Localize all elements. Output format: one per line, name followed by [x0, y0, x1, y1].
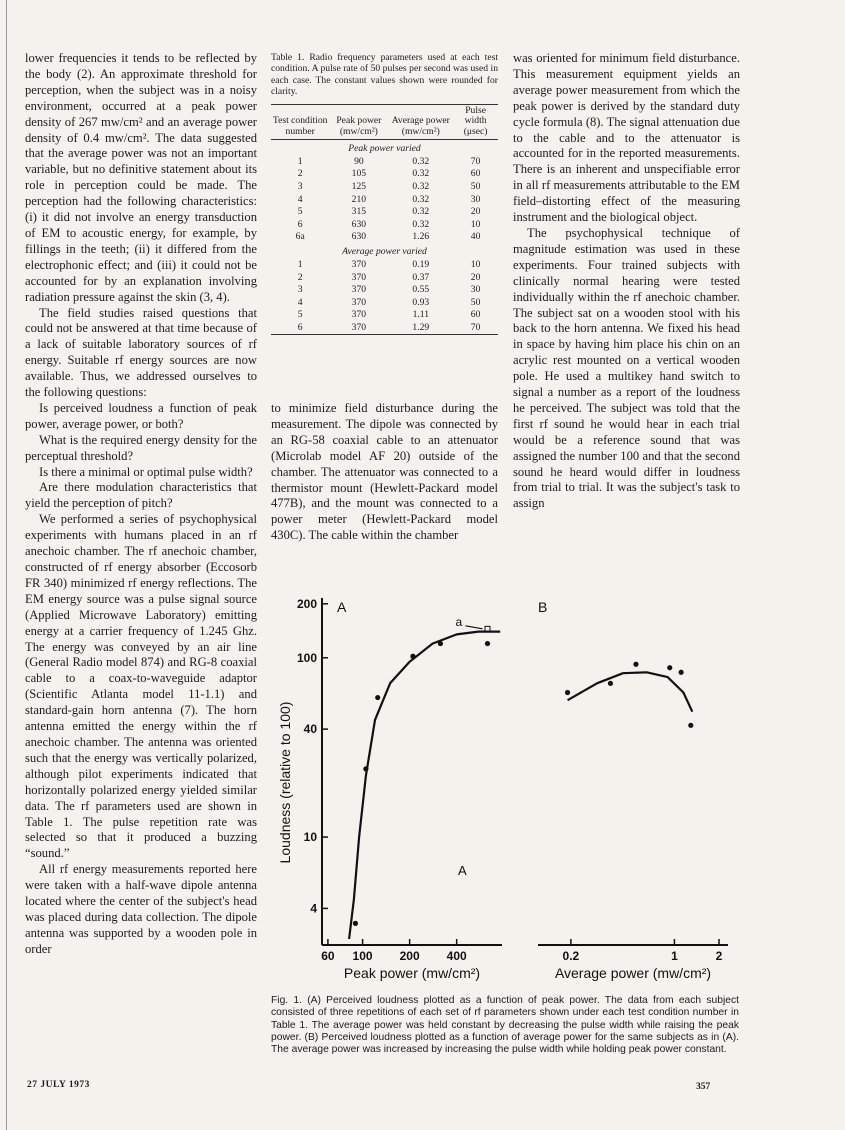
- data-point-b: [608, 681, 613, 686]
- table-row: [271, 321, 498, 334]
- footer-date: 27 JULY 1973: [27, 1080, 90, 1090]
- table-cell: 4: [297, 193, 303, 205]
- table-cell: 125: [351, 180, 367, 192]
- table-cell: 370: [351, 271, 367, 283]
- table-cell: 50: [470, 296, 481, 308]
- table-row: [271, 180, 498, 193]
- table-row: [271, 193, 498, 206]
- table-header: Test condition number: [271, 104, 329, 140]
- x-tick-label: 200: [399, 949, 420, 963]
- table-section-title: Average power varied: [342, 246, 427, 258]
- table-row: [271, 284, 498, 297]
- table-cell: 370: [329, 321, 388, 334]
- table-cell: 105: [351, 168, 367, 180]
- table-cell: 1: [297, 155, 303, 167]
- data-point-a: [485, 641, 490, 646]
- panel-label-b: B: [538, 599, 548, 615]
- table-cell: 0.93: [412, 296, 430, 308]
- table-caption: Table 1. Radio frequency parameters used at each test condition. A pulse rate of 50 pulses per second was used in each case. The constant values shown were rounded for clarity.: [271, 52, 498, 98]
- table-cell: 60: [470, 309, 481, 321]
- table-row: [271, 206, 498, 219]
- table-cell: 630: [351, 218, 367, 230]
- table-cell: 2: [297, 168, 303, 180]
- data-point-b: [679, 670, 684, 675]
- col1-paragraph-1: lower frequencies it tends to be reflected by the body (2). An approximate threshold for perception, when the subject was in a noisy environment, occurred at a peak power density of 267 mw/cm² and an average power density of 0.4 mw/cm². The data suggested that the average power was not an important variable, but no definitive statement about its role in perception could be made. The perception had the following characteristics: (i) it did not involve an energy transduction of EM to acoustic energy, for example, by fillings in the teeth; (ii) it differed from the electrophonic effect; and (iii) it could not be accounted for by an explanation involving radiation pressure against the skin (3, 4).: [25, 51, 257, 304]
- table-cell: 0.32: [412, 168, 430, 180]
- table-body: [271, 140, 498, 335]
- table-cell: 6: [271, 321, 329, 334]
- table-cell: 5: [297, 309, 303, 321]
- data-point-b: [688, 723, 693, 728]
- text-column-1: [25, 51, 257, 958]
- question-1: Is perceived loudness a function of peak power, average power, or both?: [25, 400, 257, 431]
- table-cell: 0.19: [412, 258, 430, 270]
- y-tick-label: 40: [303, 722, 317, 737]
- table-section-row: [271, 140, 498, 156]
- col1-paragraph-2: The field studies raised questions that could not be answered at that time because of a lack of suitable laboratory sources of rf energy. Suitable rf energy sources are now available. Thus, we addressed ourselves to the following questions:: [25, 305, 257, 400]
- table-cell: 3: [297, 284, 303, 296]
- table-row: [271, 296, 498, 309]
- y-tick-label: 100: [296, 650, 317, 665]
- table-cell: 10: [470, 258, 481, 270]
- page-edge-rule: [6, 0, 7, 1130]
- table-cell: 0.55: [412, 284, 430, 296]
- col1-paragraph-methods: We performed a series of psychophysical experiments with humans placed in an rf anechoic chamber. The rf anechoic chamber, constructed of rf energy absorber (Eccosorb FR 340) minimized rf energy reflections. The EM energy source was a pulse signal source (Applied Microwave Laboratory) emitting energy at a carrier frequency of 1.245 Ghz. The energy was conveyed by an air line (General Radio model 874) and RG-8 coaxial cable to a coax-to-waveguide adaptor (Scientific Atlanta model 11-1.1) and standard-gain horn antenna (7). The horn antenna emitted the energy within the rf anechoic chamber. The antenna was oriented such that the energy was vertically polarized, although pilot experiments indicated that horizontally polarized energy yielded similar data. The rf parameters used are shown in Table 1. The pulse repetition rate was selected so that it produced a buzzing “sound.”: [25, 512, 257, 861]
- text-column-3: [513, 51, 740, 512]
- panel-label-a: A: [337, 599, 347, 615]
- table-cell: 370: [351, 296, 367, 308]
- table-cell: 1.29: [388, 321, 453, 334]
- x-axis-label-a: Peak power (mw/cm²): [343, 965, 481, 981]
- table-header: Average power (mw/cm²): [388, 104, 453, 140]
- fit-curve-a: [349, 632, 500, 939]
- table-cell: 1: [297, 258, 303, 270]
- table-cell: 370: [351, 309, 367, 321]
- y-tick-label: 10: [303, 830, 317, 845]
- question-2: What is the required energy density for the perceptual threshold?: [25, 432, 257, 463]
- table-section-title: Peak power varied: [348, 143, 421, 155]
- fit-curve-b: [568, 672, 693, 711]
- table-section-row: [271, 243, 498, 258]
- x-tick-label: 0.2: [562, 949, 580, 963]
- col2-paragraph: to minimize field disturbance during the measurement. The dipole was connected by an RG-58 coaxial cable to an attenuator (Microlab model AF 20) outside of the chamber. The attenuator was connected to a thermistor mount (Hewlett-Packard model 477B), and the mount was connected to a power meter (Hewlett-Packard model 430C). The cable within the chamber: [271, 401, 498, 543]
- x-tick-label: 400: [446, 949, 467, 963]
- data-point-a: [353, 921, 358, 926]
- table-row: [271, 309, 498, 322]
- question-4: Are there modulation characteristics that yield the perception of pitch?: [25, 480, 257, 511]
- table-row: [271, 168, 498, 181]
- x-tick-label: 2: [715, 949, 723, 963]
- table-row: [271, 155, 498, 168]
- table-cell: 20: [470, 206, 481, 218]
- col1-paragraph-measurements: All rf energy measurements reported here were taken with a half-wave dipole antenna located where the center of the subject's head was placed during data collection. The dipole antenna was supported by a wooden pole in order: [25, 862, 257, 956]
- table-cell: 3: [297, 180, 303, 192]
- inset-label-a: A: [458, 863, 467, 878]
- table-cell: 60: [470, 168, 481, 180]
- question-3: Is there a minimal or optimal pulse width?: [39, 464, 253, 479]
- table-header: Peak power (mw/cm²): [329, 104, 388, 140]
- table-cell: 370: [351, 284, 367, 296]
- data-point-a: [438, 641, 443, 646]
- col3-paragraph-2: The psychophysical technique of magnitude estimation was used in these experiments. Four trained subjects with clinically normal hearing were tested individually within the rf anechoic chamber. The subject sat on a wooden stool with his back to the horn antenna. We fixed his head in space by having him place his chin on an acrylic rest mounted on a vertical wooden pole. He used a multikey hand switch to signal a number as a report of the loudness he perceived. The subject was told that the first rf sound he would hear in each trial would be a reference sound that was assigned the number 100 and that the second sound he heard would differ in loudness from trial to trial. It was the subject's task to assign: [513, 225, 740, 511]
- table-cell: 6: [297, 218, 303, 230]
- table-1: [271, 52, 498, 335]
- table-header: Pulse width (μsec): [453, 104, 498, 140]
- table-cell: 0.32: [412, 180, 430, 192]
- table-row: [271, 271, 498, 284]
- table-row: [271, 218, 498, 231]
- table-cell: 30: [470, 193, 481, 205]
- table-cell: 6a: [295, 231, 305, 243]
- table-cell: 50: [470, 180, 481, 192]
- table-cell: 10: [470, 218, 481, 230]
- table-cell: 0.32: [412, 218, 430, 230]
- y-tick-label: 4: [310, 901, 317, 916]
- data-point-a: [375, 695, 380, 700]
- open-point-label: a: [455, 614, 463, 629]
- loudness-charts: [270, 590, 750, 990]
- table-cell: 70: [470, 155, 481, 167]
- table-cell: 315: [351, 206, 367, 218]
- col3-paragraph-1: was oriented for minimum field disturbance. This measurement equipment yields an average power measurement from which the peak power is derived by the standard duty cycle formula (8). The signal attenuation due to the cable and to the attenuator is accounted for in the reported measurements. There is an inherent and unspecifiable error in all rf measurements attributable to the EM field–distorting effect of the measuring instrument and the biological object.: [513, 51, 740, 225]
- table-cell: 210: [351, 193, 367, 205]
- figure-caption: Fig. 1. (A) Perceived loudness plotted as a function of peak power. The data from each subject consisted of three repetitions of each set of rf parameters shown under each test condition number in Table 1. The average power was held constant by decreasing the pulse width while raising the peak power. (B) Perceived loudness plotted as a function of average power for the same subjects as in (A). The average power was increased by increasing the pulse width while holding peak power constant.: [271, 995, 739, 1056]
- table-cell: 0.37: [412, 271, 430, 283]
- table-cell: 0.32: [412, 155, 430, 167]
- table-cell: 1.11: [412, 309, 429, 321]
- table-cell: 370: [351, 258, 367, 270]
- page-number: 357: [696, 1082, 711, 1092]
- x-tick-label: 60: [321, 949, 335, 963]
- table-cell: 1.26: [412, 231, 430, 243]
- x-axis-label-b: Average power (mw/cm²): [554, 965, 712, 981]
- data-point-b: [565, 690, 570, 695]
- table-cell: 4: [297, 296, 303, 308]
- open-point-leader: [466, 626, 483, 629]
- y-axis-label: Loudness (relative to 100): [277, 701, 293, 864]
- figure-1: [270, 590, 750, 990]
- data-point-a: [363, 766, 368, 771]
- table-row: [271, 231, 498, 244]
- table-cell: 30: [470, 284, 481, 296]
- rf-parameters-table: [271, 104, 498, 335]
- x-tick-label: 100: [352, 949, 373, 963]
- table-cell: 40: [470, 231, 481, 243]
- data-point-a: [410, 654, 415, 659]
- data-point-b: [667, 665, 672, 670]
- table-cell: 20: [470, 271, 481, 283]
- table-cell: 0.32: [412, 193, 430, 205]
- table-cell: 630: [351, 231, 367, 243]
- table-cell: 70: [453, 321, 498, 334]
- y-tick-label: 200: [296, 596, 317, 611]
- table-cell: 90: [354, 155, 364, 167]
- text-column-2: [271, 401, 498, 544]
- data-point-b: [633, 662, 638, 667]
- table-header-row: [271, 104, 498, 140]
- table-cell: 0.32: [412, 206, 430, 218]
- table-cell: 2: [297, 271, 303, 283]
- table-row: [271, 258, 498, 271]
- x-tick-label: 1: [671, 949, 678, 963]
- table-cell: 5: [297, 206, 303, 218]
